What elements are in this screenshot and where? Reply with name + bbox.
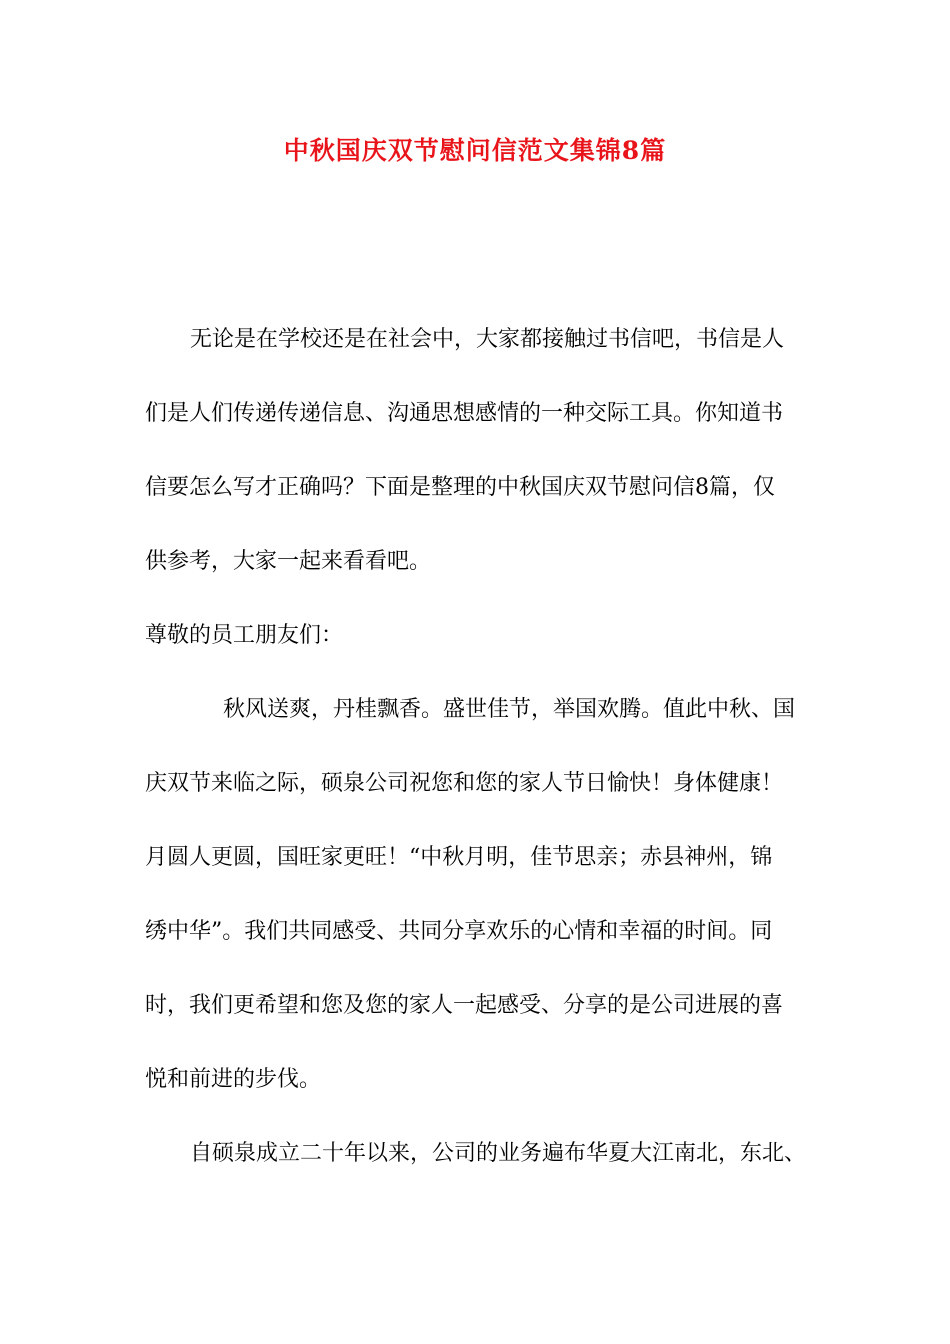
salutation-line: 尊敬的员工朋友们： (145, 623, 344, 648)
paragraph-line: 秋风送爽，丹桂飘香。盛世佳节，举国欢腾。值此中秋、国 (223, 697, 796, 722)
paragraph-line: 月圆人更圆，国旺家更旺！“中秋月明，佳节思亲；赤县神州，锦 (145, 845, 773, 870)
paragraph-line: 自硕泉成立二十年以来，公司的业务遍布华夏大江南北，东北、 (190, 1141, 807, 1166)
paragraph-line: 供参考，大家一起来看看吧。 (145, 549, 432, 574)
paragraph-line: 无论是在学校还是在社会中，大家都接触过书信吧，书信是人 (190, 327, 785, 352)
document-title: 中秋国庆双节慰问信范文集锦8篇 (283, 136, 667, 165)
paragraph-line: 信要怎么写才正确吗？下面是整理的中秋国庆双节慰问信8篇，仅 (145, 475, 775, 500)
paragraph-line: 悦和前进的步伐。 (145, 1067, 322, 1092)
paragraph-line: 们是人们传递传递信息、沟通思想感情的一种交际工具。你知道书 (145, 401, 784, 426)
paragraph-line: 庆双节来临之际，硕泉公司祝您和您的家人节日愉快！身体健康！ (145, 771, 784, 796)
paragraph-line: 绣中华”。我们共同感受、共同分享欢乐的心情和幸福的时间。同 (145, 919, 773, 944)
paragraph-line: 时，我们更希望和您及您的家人一起感受、分享的是公司进展的喜 (145, 993, 784, 1018)
